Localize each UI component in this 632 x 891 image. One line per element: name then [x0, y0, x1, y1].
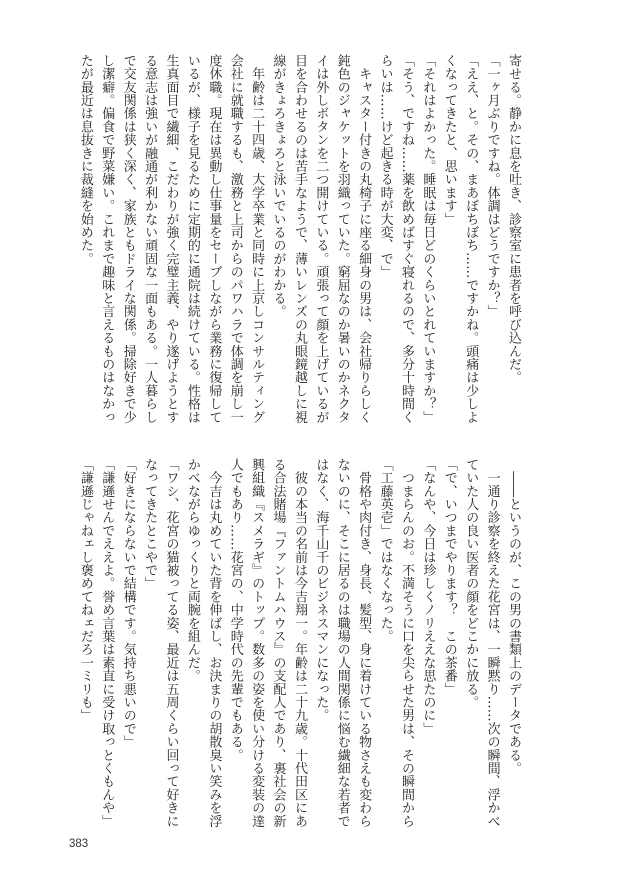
text-line: 「謙遜じゃねェし褒めてねェだろ一ミリも」 — [77, 458, 93, 722]
text-line: イは外しボタンを二つ開けている。頑張って顔を上げているが — [313, 54, 329, 424]
page-number: 383 — [69, 838, 89, 850]
text-block-top — [74, 54, 524, 426]
text-line: ていた人の良い医者の顔をどこかに放る。 — [463, 458, 479, 709]
text-line: かべながらゆっくりと両腕を組んだ。 — [184, 458, 200, 683]
text-line: キャスター付きの丸椅子に座る細身の男は、会社帰りらしく — [356, 54, 372, 424]
text-line: 年齢は二十四歳、大学卒業と同時に上京しコンサルティング — [249, 54, 265, 424]
text-line: ないのに、そこに居るのは職場の人間関係に悩む繊細な若者で — [334, 458, 350, 828]
text-line: くなってきたと、思います」 — [441, 54, 457, 226]
text-line: 興組織『スメラギ』のトップ。数多の姿を使い分ける変装の達 — [249, 458, 265, 828]
text-line: 「一ヶ月ぶりですね。体調はどうですか？」 — [484, 54, 500, 318]
text-line: 骨格や肉付き、身長、髪型、身に着けている物さえも変わら — [356, 458, 372, 828]
text-line: 「で、いつまでやります？ この茶番」 — [441, 458, 457, 696]
text-line: 今吉は丸めていた背を伸ばし、お決まりの胡散臭い笑みを浮 — [206, 458, 222, 828]
text-block-bottom — [74, 458, 524, 830]
text-line: 会社に就職するも、激務と上司からのパワハラで体調を崩し一 — [227, 54, 243, 424]
text-line: し潔癖。偏食で野菜嫌い。これまで趣味と言えるものはなかっ — [99, 54, 115, 424]
text-line: はなく、海千山千のビジネスマンになった。 — [313, 458, 329, 722]
text-line: 「ええ、と。その、まあぼちぼち……ですかね。頭痛は少しよ — [463, 54, 479, 424]
text-line: 線がきょろきょろと泳いでいるのがわかる。 — [270, 54, 286, 318]
text-line: なってきたとこやで」 — [142, 458, 158, 590]
text-line: いるが、様子を見るために定期的に通院は続けている。性格は — [184, 54, 200, 424]
text-line: 「ワシ、花宮の猫被ってる姿、最近は五周くらい回って好きに — [163, 458, 179, 828]
text-line: 一通り診察を終えた花宮は、一瞬黙り……次の瞬間、浮かべ — [484, 458, 500, 828]
text-line: たが最近は息抜きに裁縫を始めた。 — [77, 54, 93, 266]
text-line: 鈍色のジャケットを羽織っていた。窮屈なのか暑いのかネクタ — [334, 54, 350, 424]
text-line: らいは……けど起きる時が大変、で」 — [377, 54, 393, 279]
text-line: 人でもあり……花宮の、中学時代の先輩でもある。 — [227, 458, 243, 762]
text-line: つまらんのお。不満そうに口を尖らせた男は、その瞬間から — [398, 458, 414, 828]
text-line: で交友関係は狭く深く、家族ともドライな関係。掃除好きで少 — [120, 54, 136, 424]
text-line: ――というのが、この男の書類上のデータである。 — [506, 458, 521, 775]
text-line: 「謙遜せんでええよ。誉め言葉は素直に受け取っとくもんや」 — [99, 458, 115, 828]
text-line: 目を合わせるのは苦手なようで、薄いレンズの丸眼鏡越しに視 — [291, 54, 307, 424]
text-line: 「そう、ですね……薬を飲めばすぐ寝れるので、多分十時間く — [398, 54, 414, 424]
text-line: る意志は強いが融通が利かない頑固な一面もある。一人暮らし — [142, 54, 158, 424]
text-line: 「それはよかった。睡眠は毎日どのくらいとれていますか？」 — [420, 54, 436, 424]
text-line: る合法賭場『ファントムハウス』の支配人であり、裏社会の新 — [270, 458, 286, 828]
text-line: 「工藤英壱」ではなくなった。 — [377, 458, 393, 643]
text-line: 「好きにならないで結構です。気持ち悪いので」 — [120, 458, 136, 749]
text-line: 「なんや、今日は珍しくノリええな思たのに」 — [420, 458, 436, 736]
text-line: 度休職。現在は異動し仕事量をセーブしながら業務に復帰して — [206, 54, 222, 424]
text-line: 生真面目で繊細、こだわりが強く完璧主義、やり遂げようとす — [163, 54, 179, 424]
text-line: 彼の本当の名前は今吉翔一。年齢は二十九歳。十代田区にあ — [291, 458, 307, 828]
text-line: 寄せる。静かに息を吐き、診察室に患者を呼び込んだ。 — [506, 54, 521, 384]
